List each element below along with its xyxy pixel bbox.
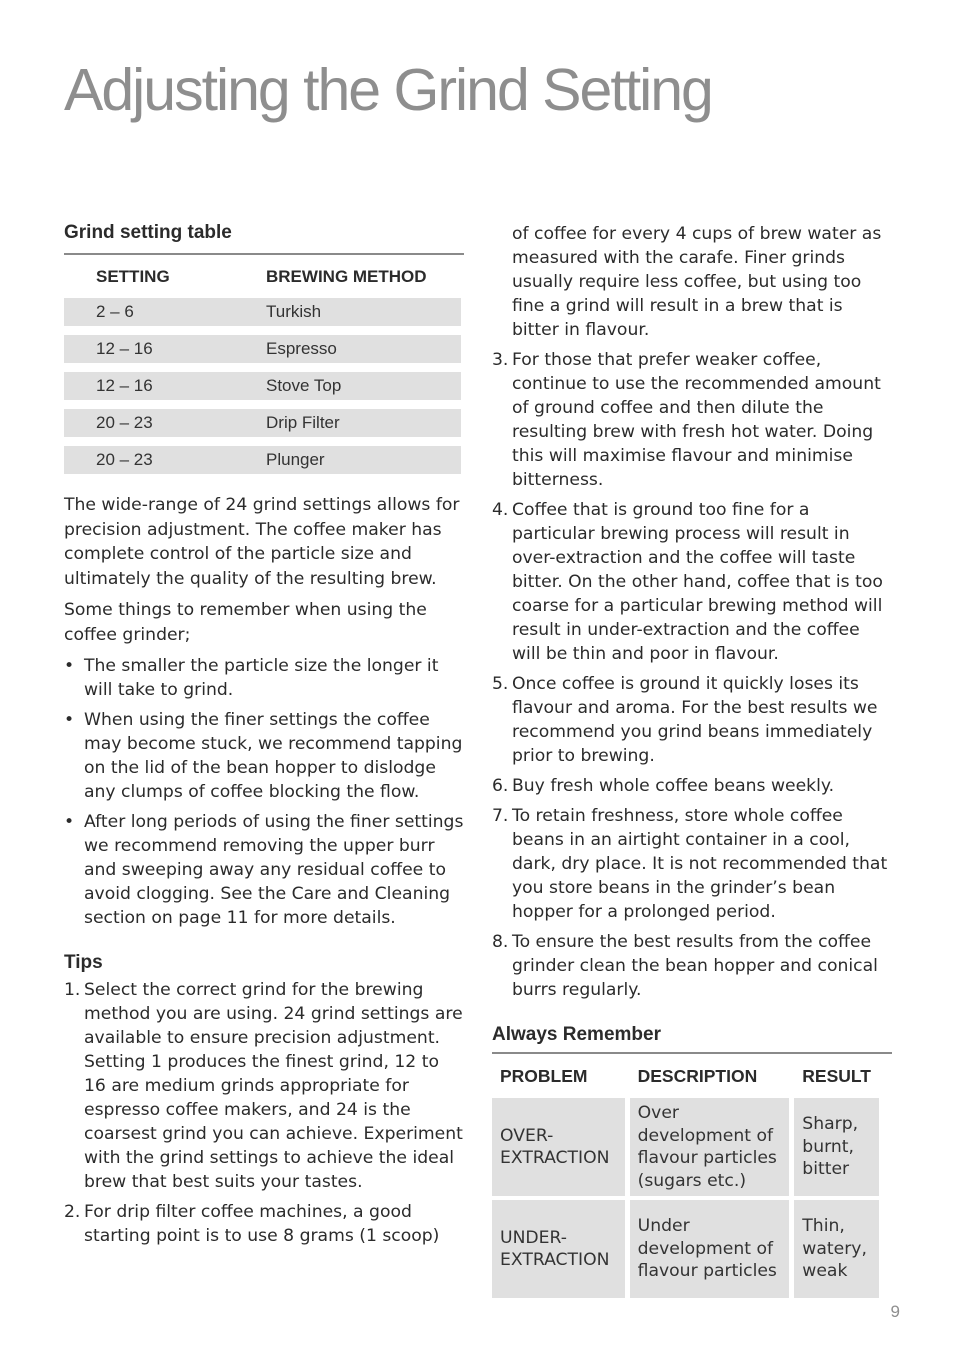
grind-setting-cell: 20 – 23	[64, 446, 266, 474]
tips-list-continued	[492, 348, 892, 1002]
list-item	[492, 498, 892, 666]
table-row	[64, 298, 461, 326]
list-item	[64, 1200, 464, 1248]
intro-paragraph: Some things to remember when using the coffee grinder;	[64, 600, 427, 645]
result-cell: Sharp, burnt, bitter	[794, 1098, 879, 1196]
brewing-method-cell: Stove Top	[266, 372, 461, 400]
brewing-method-cell: Espresso	[266, 335, 461, 363]
grind-setting-cell: 12 – 16	[64, 335, 266, 363]
list-item	[64, 978, 464, 1194]
problem-cell: OVER-EXTRACTION	[492, 1098, 625, 1196]
remember-header-result: RESULT	[802, 1065, 871, 1086]
grind-setting-cell: 20 – 23	[64, 409, 266, 437]
description-cell: Over development of flavour particles (sugars etc.)	[630, 1098, 790, 1196]
bullet-icon: •	[64, 656, 75, 676]
grind-table-heading: Grind setting table	[64, 222, 232, 243]
list-item	[492, 774, 892, 798]
list-item	[492, 348, 892, 492]
grind-setting-table	[64, 250, 461, 483]
right-column	[492, 222, 892, 1302]
bullet-icon: •	[64, 710, 75, 730]
brewing-method-cell: Drip Filter	[266, 409, 461, 437]
tip-number: 6.	[492, 776, 509, 796]
list-item	[64, 708, 464, 804]
intro-paragraph: The wide-range of 24 grind settings allows for precision adjustment. The coffee maker has complete control of the particle size and ultimately the quality of the resulting brew.	[64, 495, 460, 589]
tip-number: 5.	[492, 674, 509, 694]
tip-number: 8.	[492, 932, 509, 952]
tip-text: Buy fresh whole coffee beans weekly.	[512, 776, 835, 796]
table-row	[64, 446, 461, 474]
page-title: Adjusting the Grind Setting	[64, 57, 712, 123]
tip-text: Select the correct grind for the brewing method you are using. 24 grind settings are available to ensure precision adjustment. Setting 1 produces the finest grind, 12 to 16 are medium grinds appropriate for espresso coffee makers, and 24 is the coarsest grind you can achieve. Experiment with the grind settings to achieve the ideal brew that best suits your tastes.	[84, 980, 463, 1192]
list-item-text: The smaller the particle size the longer it will take to grind.	[84, 656, 439, 700]
tips-list	[64, 978, 464, 1248]
table-row	[492, 1200, 879, 1298]
table-row	[64, 409, 461, 437]
grind-table-header-method: BREWING METHOD	[266, 267, 427, 286]
list-item	[492, 930, 892, 1002]
grind-table-header-row	[64, 259, 461, 289]
grind-setting-cell: 12 – 16	[64, 372, 266, 400]
table-row	[492, 1098, 879, 1196]
tip-text: Coffee that is ground too fine for a particular brewing process will result in over-extraction and the coffee will taste bitter. On the other hand, coffee that is too coarse for a particular brewing method will result in under-extraction and the coffee will be thin and poor in flavour.	[512, 500, 883, 664]
tip-number: 7.	[492, 806, 509, 826]
tip-number: 3.	[492, 350, 509, 370]
brewing-method-cell: Turkish	[266, 298, 461, 326]
tip-2-continuation: of coffee for every 4 cups of brew water as measured with the carafe. Finer grinds usually require less coffee, but using too fine a grind will result in a brew that is bitter in flavour.	[512, 224, 882, 340]
table-row	[64, 335, 461, 363]
tip-number: 2.	[64, 1202, 81, 1222]
tip-text: For drip filter coffee machines, a good starting point is to use 8 grams (1 scoop)	[84, 1202, 440, 1246]
grind-table-header-setting: SETTING	[96, 267, 170, 286]
list-item	[64, 810, 464, 930]
page-number: 9	[890, 1302, 900, 1321]
tip-number: 4.	[492, 500, 509, 520]
list-item	[492, 672, 892, 768]
always-remember-table	[487, 1054, 884, 1302]
list-item	[492, 804, 892, 924]
problem-cell: UNDER-EXTRACTION	[492, 1200, 625, 1298]
tip-text: To retain freshness, store whole coffee beans in an airtight container in a cool, dark, dry place. It is not recommended that you store beans in the grinder’s bean hopper for a prolonged period.	[512, 806, 888, 922]
always-remember-heading: Always Remember	[492, 1024, 661, 1045]
table-row	[64, 372, 461, 400]
tip-text: For those that prefer weaker coffee, continue to use the recommended amount of ground coffee and then dilute the resulting brew with fresh hot water. Doing this will maximise flavour and minimise bitterness.	[512, 350, 881, 490]
remember-header-description: DESCRIPTION	[637, 1065, 758, 1086]
tip-number: 1.	[64, 980, 81, 1000]
description-cell: Under development of flavour particles	[630, 1200, 790, 1298]
tips-bullet-list	[64, 654, 464, 930]
remember-table-header-row	[492, 1058, 879, 1094]
tips-heading: Tips	[64, 952, 103, 973]
result-cell: Thin, watery, weak	[794, 1200, 879, 1298]
tip-text: To ensure the best results from the coffee grinder clean the bean hopper and conical burrs regularly.	[512, 932, 878, 1000]
grind-setting-cell: 2 – 6	[64, 298, 266, 326]
list-item	[64, 654, 464, 702]
list-item-text: After long periods of using the finer settings we recommend removing the upper burr and sweeping away any residual coffee to avoid clogging. See the Care and Cleaning section on page 11 for more details.	[84, 812, 464, 928]
brewing-method-cell: Plunger	[266, 446, 461, 474]
list-item-text: When using the finer settings the coffee may become stuck, we recommend tapping on the lid of the bean hopper to dislodge any clumps of coffee blocking the flow.	[84, 710, 463, 802]
tip-text: Once coffee is ground it quickly loses its flavour and aroma. For the best results we recommend you grind beans immediately prior to brewing.	[512, 674, 878, 766]
remember-header-problem: PROBLEM	[500, 1065, 588, 1086]
bullet-icon: •	[64, 812, 75, 832]
left-column	[64, 222, 464, 1254]
